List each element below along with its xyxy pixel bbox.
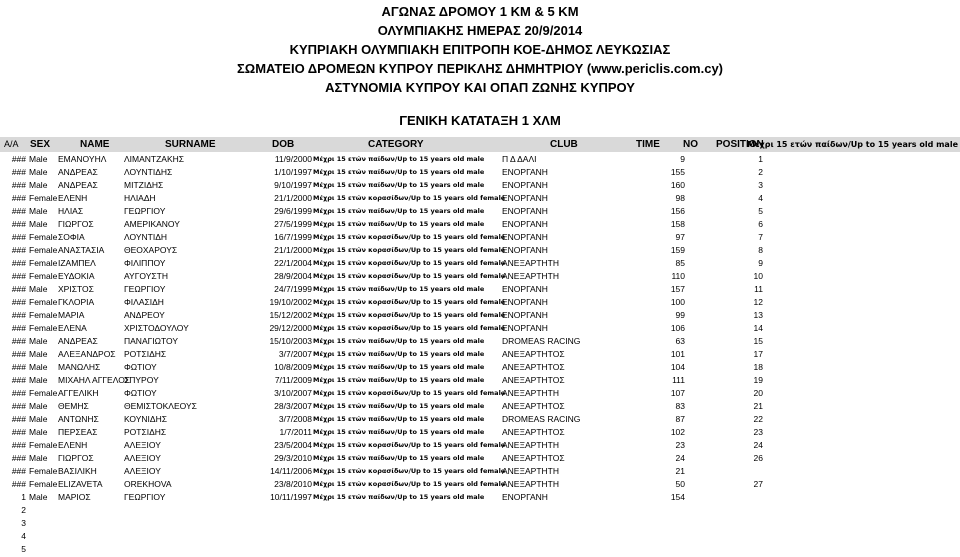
cell-name: ΜΙΧΑΗΛ ΑΓΓΕΛΟΣ	[58, 375, 131, 385]
cell-surname: ΗΛΙΑΔΗ	[124, 193, 156, 203]
cell-category: Μέχρι 15 ετών κορασίδων/Up to 15 years old female	[313, 441, 506, 449]
cell-sex: Female	[29, 232, 58, 242]
cell-surname: ΓΕΩΡΓΙΟΥ	[124, 492, 166, 502]
cell-position: 27	[753, 479, 763, 489]
cell-no: 107	[670, 388, 685, 398]
cell-sex: Female	[29, 258, 58, 268]
cell-position: 18	[753, 362, 763, 372]
cell-club: ΕΝΟΡΓΑΝΗ	[502, 323, 548, 333]
cell-category: Μέχρι 15 ετών παίδων/Up to 15 years old male	[313, 363, 485, 371]
cell-dob: 29/6/1999	[274, 206, 312, 216]
cell-category: Μέχρι 15 ετών παίδων/Up to 15 years old male	[313, 220, 485, 228]
header-dob: DOB	[272, 139, 295, 150]
cell-name: ΒΑΣΙΛΙΚΗ	[58, 466, 97, 476]
cell-club: ΑΝΕΞΑΡΤΗΤΗ	[502, 440, 560, 450]
cell-sex: Female	[29, 271, 58, 281]
cell-no: 154	[670, 492, 685, 502]
cell-club: Π Δ ΔΑΛΙ	[502, 154, 537, 164]
cell-club: ΕΝΟΡΓΑΝΗ	[502, 180, 548, 190]
table-row	[0, 387, 960, 400]
cell-aa: 4	[21, 531, 26, 541]
table-row	[0, 218, 960, 231]
cell-dob: 16/7/1999	[274, 232, 312, 242]
cell-sex: Female	[29, 388, 58, 398]
cell-no: 9	[680, 154, 685, 164]
header-club: CLUB	[550, 139, 578, 150]
cell-position: 8	[758, 245, 763, 255]
cell-category: Μέχρι 15 ετών παίδων/Up to 15 years old male	[313, 207, 485, 215]
cell-dob: 15/10/2003	[269, 336, 312, 346]
cell-dob: 22/1/2004	[274, 258, 312, 268]
cell-surname: ΡΟΤΣΙΔΗΣ	[124, 427, 167, 437]
cell-aa: ###	[11, 336, 26, 346]
cell-dob: 21/1/2000	[274, 245, 312, 255]
cell-category: Μέχρι 15 ετών παίδων/Up to 15 years old male	[313, 350, 485, 358]
cell-aa: ###	[11, 310, 26, 320]
cell-club: ΑΝΕΞΑΡΤΗΤΟΣ	[502, 401, 565, 411]
report-title-4: ΣΩΜΑΤΕΙΟ ΔΡΟΜΕΩΝ ΚΥΠΡΟΥ ΠΕΡΙΚΛΗΣ ΔΗΜΗΤΡΙΟΥ (www.periclis.com.cy)	[236, 61, 723, 76]
cell-surname: ΑΥΓΟΥΣΤΗ	[124, 271, 168, 281]
cell-club: ΑΝΕΞΑΡΤΗΤΗ	[502, 388, 560, 398]
table-row	[0, 413, 960, 426]
cell-category: Μέχρι 15 ετών κορασίδων/Up to 15 years old female	[313, 272, 506, 280]
cell-dob: 3/7/2007	[278, 349, 312, 359]
cell-category: Μέχρι 15 ετών παίδων/Up to 15 years old male	[313, 493, 485, 501]
cell-position: 17	[753, 349, 763, 359]
cell-name: ΕΛΕΝΗ	[58, 193, 88, 203]
cell-aa: ###	[11, 232, 26, 242]
cell-club: ΕΝΟΡΓΑΝΗ	[502, 219, 548, 229]
cell-club: ΑΝΕΞΑΡΤΗΤΗ	[502, 466, 560, 476]
cell-club: ΑΝΕΞΑΡΤΗΤΟΣ	[502, 362, 565, 372]
cell-position: 23	[753, 427, 763, 437]
cell-sex: Male	[29, 154, 48, 164]
cell-position: 3	[758, 180, 763, 190]
cell-dob: 27/5/1999	[274, 219, 312, 229]
cell-aa: ###	[11, 440, 26, 450]
cell-aa: ###	[11, 180, 26, 190]
cell-name: ΗΛΙΑΣ	[58, 206, 84, 216]
cell-surname: ΓΕΩΡΓΙΟΥ	[124, 284, 166, 294]
cell-dob: 11/9/2000	[274, 154, 312, 164]
cell-name: ΕΛΕΝΗ	[58, 440, 88, 450]
cell-no: 156	[670, 206, 685, 216]
cell-category: Μέχρι 15 ετών κορασίδων/Up to 15 years old female	[313, 480, 506, 488]
cell-no: 158	[670, 219, 685, 229]
cell-name: ΑΝΔΡΕΑΣ	[58, 167, 98, 177]
cell-dob: 15/12/2002	[269, 310, 312, 320]
cell-category: Μέχρι 15 ετών παίδων/Up to 15 years old male	[313, 181, 485, 189]
cell-category: Μέχρι 15 ετών παίδων/Up to 15 years old male	[313, 155, 485, 163]
table-row	[0, 309, 960, 322]
cell-no: 155	[670, 167, 685, 177]
header-category: CATEGORY	[368, 139, 424, 150]
cell-no: 159	[670, 245, 685, 255]
cell-category: Μέχρι 15 ετών παίδων/Up to 15 years old male	[313, 415, 485, 423]
table-row	[0, 504, 960, 517]
cell-surname: ΑΛΕΞΙΟΥ	[124, 440, 161, 450]
cell-category: Μέχρι 15 ετών παίδων/Up to 15 years old male	[313, 428, 485, 436]
cell-surname: ΛΙΜΑΝΤΖΑΚΗΣ	[124, 154, 185, 164]
cell-category: Μέχρι 15 ετών παίδων/Up to 15 years old male	[313, 402, 485, 410]
table-row	[0, 296, 960, 309]
cell-dob: 24/7/1999	[274, 284, 312, 294]
table-row	[0, 231, 960, 244]
report-title-1: ΑΓΩΝΑΣ ΔΡΟΜΟΥ 1 ΚΜ & 5 ΚΜ	[381, 4, 579, 19]
cell-no: 85	[675, 258, 685, 268]
cell-club: ΕΝΟΡΓΑΝΗ	[502, 206, 548, 216]
cell-club: ΕΝΟΡΓΑΝΗ	[502, 492, 548, 502]
report-subtitle: ΓΕΝΙΚΗ ΚΑΤΑΤΑΞΗ 1 ΧΛΜ	[399, 113, 561, 128]
table-row	[0, 335, 960, 348]
cell-no: 23	[675, 440, 685, 450]
cell-name: ΣΟΦΙΑ	[58, 232, 85, 242]
table-row	[0, 465, 960, 478]
cell-sex: Male	[29, 427, 48, 437]
cell-aa: 5	[21, 544, 26, 554]
header-sex: SEX	[30, 139, 51, 150]
table-header	[0, 137, 960, 152]
cell-dob: 23/8/2010	[274, 479, 312, 489]
cell-sex: Female	[29, 323, 58, 333]
table-row	[0, 166, 960, 179]
report-title-3: ΚΥΠΡΙΑΚΗ ΟΛΥΜΠΙΑΚΗ ΕΠΙΤΡΟΠΗ ΚΟΕ-ΔΗΜΟΣ ΛΕΥΚΩΣΙΑΣ	[289, 42, 671, 57]
cell-aa: ###	[11, 154, 26, 164]
report-title-5: ΑΣΤΥΝΟΜΙΑ ΚΥΠΡΟΥ ΚΑΙ ΟΠΑΠ ΖΩΝΗΣ ΚΥΠΡΟΥ	[325, 80, 635, 95]
table-row	[0, 491, 960, 504]
cell-sex: Female	[29, 466, 58, 476]
cell-surname: ΦΩΤΙΟΥ	[124, 362, 157, 372]
cell-no: 106	[670, 323, 685, 333]
cell-position: 14	[753, 323, 763, 333]
cell-aa: ###	[11, 388, 26, 398]
cell-club: ΑΝΕΞΑΡΤΗΤΟΣ	[502, 427, 565, 437]
cell-name: ΠΕΡΣΕΑΣ	[58, 427, 98, 437]
table-row	[0, 192, 960, 205]
cell-category: Μέχρι 15 ετών παίδων/Up to 15 years old male	[313, 376, 485, 384]
cell-name: ELIZAVETA	[58, 479, 103, 489]
report-titles	[0, 2, 960, 130]
cell-aa: ###	[11, 375, 26, 385]
cell-aa: 3	[21, 518, 26, 528]
cell-position: 13	[753, 310, 763, 320]
cell-position: 5	[758, 206, 763, 216]
table-row	[0, 179, 960, 192]
cell-sex: Male	[29, 336, 48, 346]
cell-surname: ΛΟΥΝΤΙΔΗ	[124, 232, 168, 242]
cell-surname: ΑΝΔΡΕΟΥ	[124, 310, 165, 320]
header-surname: SURNAME	[165, 139, 216, 150]
cell-aa: ###	[11, 193, 26, 203]
table-row	[0, 452, 960, 465]
cell-aa: ###	[11, 479, 26, 489]
table-row	[0, 439, 960, 452]
cell-position: 26	[753, 453, 763, 463]
cell-club: ΕΝΟΡΓΑΝΗ	[502, 245, 548, 255]
cell-club: ΕΝΟΡΓΑΝΗ	[502, 284, 548, 294]
table-row	[0, 400, 960, 413]
cell-dob: 10/11/1997	[270, 492, 312, 502]
cell-name: ΘΕΜΗΣ	[58, 401, 89, 411]
cell-position: 20	[753, 388, 763, 398]
cell-category: Μέχρι 15 ετών κορασίδων/Up to 15 years old female	[313, 467, 506, 475]
cell-category: Μέχρι 15 ετών κορασίδων/Up to 15 years old female	[313, 194, 506, 202]
cell-position: 22	[753, 414, 763, 424]
cell-aa: ###	[11, 271, 26, 281]
cell-aa: ###	[11, 453, 26, 463]
cell-surname: ΧΡΙΣΤΟΔΟΥΛΟΥ	[124, 323, 189, 333]
cell-club: ΕΝΟΡΓΑΝΗ	[502, 310, 548, 320]
cell-surname: ΦΙΛΙΠΠΟΥ	[124, 258, 166, 268]
cell-sex: Female	[29, 440, 58, 450]
cell-surname: ΣΠΥΡΟΥ	[124, 375, 159, 385]
cell-sex: Male	[29, 375, 48, 385]
cell-dob: 29/12/2000	[269, 323, 312, 333]
cell-no: 111	[672, 375, 685, 385]
cell-name: ΑΛΕΞΑΝΔΡΟΣ	[58, 349, 116, 359]
cell-dob: 1/7/2011	[279, 427, 312, 437]
cell-position: 24	[753, 440, 763, 450]
cell-surname: ΘΕΜΙΣΤΟΚΛΕΟΥΣ	[124, 401, 197, 411]
cell-position: 4	[758, 193, 763, 203]
cell-name: ΓΙΩΡΓΟΣ	[58, 453, 94, 463]
cell-surname: ΑΛΕΞΙΟΥ	[124, 453, 161, 463]
cell-sex: Male	[29, 284, 48, 294]
cell-club: ΑΝΕΞΑΡΤΗΤΟΣ	[502, 375, 565, 385]
cell-club: ΑΝΕΞΑΡΤΗΤΟΣ	[502, 349, 565, 359]
cell-position: 6	[758, 219, 763, 229]
cell-no: 50	[675, 479, 685, 489]
cell-aa: ###	[11, 349, 26, 359]
cell-no: 24	[675, 453, 685, 463]
cell-aa: ###	[11, 427, 26, 437]
cell-aa: ###	[11, 414, 26, 424]
cell-category: Μέχρι 15 ετών κορασίδων/Up to 15 years old female	[313, 324, 506, 332]
cell-position: 2	[758, 167, 763, 177]
cell-no: 160	[670, 180, 685, 190]
cell-name: ΜΑΡΙΟΣ	[58, 492, 91, 502]
cell-club: ΕΝΟΡΓΑΝΗ	[502, 232, 548, 242]
cell-position: 10	[753, 271, 763, 281]
cell-aa: ###	[11, 167, 26, 177]
cell-dob: 3/10/2007	[274, 388, 312, 398]
cell-dob: 1/10/1997	[274, 167, 312, 177]
cell-aa: ###	[11, 401, 26, 411]
cell-name: ΕΛΕΝΑ	[58, 323, 87, 333]
cell-category: Μέχρι 15 ετών κορασίδων/Up to 15 years old female	[313, 311, 506, 319]
cell-dob: 19/10/2002	[269, 297, 312, 307]
cell-name: ΜΑΝΩΛΗΣ	[58, 362, 101, 372]
cell-name: ΜΑΡΙΑ	[58, 310, 85, 320]
cell-aa: ###	[11, 258, 26, 268]
cell-surname: ΛΟΥΝΤΙΔΗΣ	[124, 167, 173, 177]
cell-surname: ΓΕΩΡΓΙΟΥ	[124, 206, 166, 216]
cell-no: 102	[670, 427, 685, 437]
cell-category: Μέχρι 15 ετών παίδων/Up to 15 years old male	[313, 337, 485, 345]
cell-no: 21	[675, 466, 685, 476]
cell-no: 83	[675, 401, 685, 411]
cell-no: 97	[675, 232, 685, 242]
cell-surname: OREKHOVA	[124, 479, 172, 489]
cell-sex: Male	[29, 167, 48, 177]
cell-aa: ###	[11, 466, 26, 476]
cell-club: ΕΝΟΡΓΑΝΗ	[502, 167, 548, 177]
cell-surname: ΘΕΟΧΑΡΟΥΣ	[124, 245, 178, 255]
cell-no: 98	[675, 193, 685, 203]
cell-dob: 28/3/2007	[274, 401, 312, 411]
cell-surname: ΡΟΤΣΙΔΗΣ	[124, 349, 167, 359]
cell-no: 101	[670, 349, 685, 359]
cell-sex: Male	[29, 414, 48, 424]
cell-sex: Male	[29, 492, 48, 502]
cell-sex: Male	[29, 401, 48, 411]
cell-sex: Female	[29, 193, 58, 203]
header-category-filter: Μέχρι 15 ετών παίδων/Up to 15 years old male	[747, 140, 958, 149]
cell-dob: 23/5/2004	[274, 440, 312, 450]
table-row	[0, 283, 960, 296]
cell-aa: ###	[11, 245, 26, 255]
cell-position: 11	[754, 284, 763, 294]
cell-sex: Male	[29, 349, 48, 359]
cell-sex: Female	[29, 245, 58, 255]
cell-name: ΑΝΑΣΤΑΣΙΑ	[58, 245, 105, 255]
cell-sex: Female	[29, 479, 58, 489]
cell-club: ΕΝΟΡΓΑΝΗ	[502, 193, 548, 203]
cell-sex: Female	[29, 310, 58, 320]
cell-club: DROMEAS RACING	[502, 336, 581, 346]
header-time: TIME	[636, 139, 660, 150]
cell-position: 7	[758, 232, 763, 242]
table-row	[0, 543, 960, 556]
cell-category: Μέχρι 15 ετών παίδων/Up to 15 years old male	[313, 168, 485, 176]
cell-dob: 7/11/2009	[274, 375, 312, 385]
cell-category: Μέχρι 15 ετών παίδων/Up to 15 years old male	[313, 285, 485, 293]
cell-aa: 2	[21, 505, 26, 515]
cell-no: 104	[670, 362, 685, 372]
header-name: NAME	[80, 139, 110, 150]
cell-category: Μέχρι 15 ετών παίδων/Up to 15 years old male	[313, 454, 485, 462]
cell-position: 15	[753, 336, 763, 346]
cell-name: ΧΡΙΣΤΟΣ	[58, 284, 94, 294]
cell-no: 100	[670, 297, 685, 307]
table-row	[0, 153, 960, 166]
table-row	[0, 348, 960, 361]
cell-position: 1	[758, 154, 763, 164]
cell-no: 63	[675, 336, 685, 346]
table-row	[0, 426, 960, 439]
cell-surname: ΦΩΤΙΟΥ	[124, 388, 157, 398]
table-row	[0, 244, 960, 257]
table-row	[0, 530, 960, 543]
cell-dob: 10/8/2009	[274, 362, 312, 372]
header-aa: A/A	[4, 139, 19, 149]
cell-category: Μέχρι 15 ετών κορασίδων/Up to 15 years old female	[313, 298, 506, 306]
cell-club: ΑΝΕΞΑΡΤΗΤΗ	[502, 271, 560, 281]
cell-dob: 3/7/2008	[278, 414, 312, 424]
cell-aa: ###	[11, 297, 26, 307]
cell-sex: Male	[29, 219, 48, 229]
cell-surname: ΦΙΛΑΣΙΔΗ	[124, 297, 164, 307]
cell-position: 12	[753, 297, 763, 307]
cell-category: Μέχρι 15 ετών κορασίδων/Up to 15 years old female	[313, 233, 506, 241]
title-gap	[0, 97, 960, 111]
cell-aa: ###	[11, 206, 26, 216]
cell-name: ΑΝΔΡΕΑΣ	[58, 336, 98, 346]
cell-surname: ΑΜΕΡΙΚΑΝΟΥ	[124, 219, 180, 229]
cell-club: ΑΝΕΞΑΡΤΗΤΟΣ	[502, 453, 565, 463]
header-position: POSITION	[716, 139, 764, 150]
table-row	[0, 322, 960, 335]
cell-sex: Male	[29, 206, 48, 216]
cell-sex: Male	[29, 453, 48, 463]
cell-category: Μέχρι 15 ετών κορασίδων/Up to 15 years old female	[313, 389, 506, 397]
table-row	[0, 478, 960, 491]
cell-surname: ΠΑΝΑΓΙΩΤΟΥ	[124, 336, 179, 346]
cell-name: ΑΓΓΕΛΙΚΗ	[58, 388, 99, 398]
header-no: NO	[683, 139, 698, 150]
table-row	[0, 257, 960, 270]
cell-dob: 9/10/1997	[274, 180, 312, 190]
cell-name: ΓΙΩΡΓΟΣ	[58, 219, 94, 229]
cell-name: ΕΜΑΝΟΥΗΛ	[58, 154, 107, 164]
cell-aa: ###	[11, 362, 26, 372]
cell-no: 110	[671, 271, 685, 281]
cell-name: ΑΝΤΩΝΗΣ	[58, 414, 99, 424]
cell-dob: 28/9/2004	[274, 271, 312, 281]
cell-club: DROMEAS RACING	[502, 414, 581, 424]
table-row	[0, 270, 960, 283]
cell-club: ΕΝΟΡΓΑΝΗ	[502, 297, 548, 307]
cell-no: 157	[670, 284, 685, 294]
cell-position: 21	[753, 401, 763, 411]
cell-sex: Male	[29, 362, 48, 372]
cell-aa: ###	[11, 284, 26, 294]
cell-club: ΑΝΕΞΑΡΤΗΤΗ	[502, 258, 560, 268]
table-row	[0, 374, 960, 387]
cell-surname: ΚΟΥΝΙΔΗΣ	[124, 414, 167, 424]
cell-dob: 14/11/2006	[270, 466, 312, 476]
cell-dob: 29/3/2010	[274, 453, 312, 463]
cell-aa: ###	[11, 323, 26, 333]
table-row	[0, 361, 960, 374]
table-row	[0, 205, 960, 218]
cell-club: ΑΝΕΞΑΡΤΗΤΗ	[502, 479, 560, 489]
cell-position: 19	[753, 375, 763, 385]
cell-aa: 1	[21, 492, 26, 502]
cell-no: 99	[675, 310, 685, 320]
cell-surname: ΜΙΤΖΙΔΗΣ	[124, 180, 164, 190]
cell-sex: Female	[29, 297, 58, 307]
cell-name: ΕΥΔΟΚΙΑ	[58, 271, 95, 281]
cell-name: ΑΝΔΡΕΑΣ	[58, 180, 98, 190]
cell-dob: 21/1/2000	[274, 193, 312, 203]
cell-category: Μέχρι 15 ετών κορασίδων/Up to 15 years old female	[313, 259, 506, 267]
cell-name: ΓΚΛΟΡΙΑ	[58, 297, 95, 307]
table-row	[0, 517, 960, 530]
cell-name: ΙΖΑΜΠΕΛ	[58, 258, 96, 268]
cell-category: Μέχρι 15 ετών κορασίδων/Up to 15 years old female	[313, 246, 506, 254]
cell-position: 9	[758, 258, 763, 268]
report-title-2: ΟΛΥΜΠΙΑΚΗΣ ΗΜΕΡΑΣ 20/9/2014	[377, 23, 583, 38]
cell-no: 87	[675, 414, 685, 424]
cell-aa: ###	[11, 219, 26, 229]
cell-sex: Male	[29, 180, 48, 190]
cell-surname: ΑΛΕΞΙΟΥ	[124, 466, 161, 476]
